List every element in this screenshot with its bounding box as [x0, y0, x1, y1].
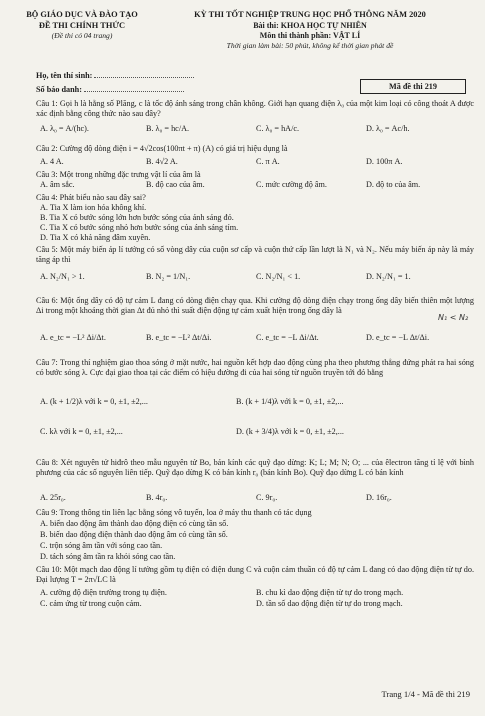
- option-2a[interactable]: A. 4 A.: [40, 157, 64, 166]
- option-7b[interactable]: B. (k + 1/4)λ với k = 0, ±1, ±2,...: [236, 397, 344, 406]
- option-5d[interactable]: D. N₂/N₁ = 1.: [366, 272, 411, 281]
- option-3c[interactable]: C. mức cường độ âm.: [256, 180, 327, 189]
- option-1d[interactable]: D. λ₀ = Ac/h.: [366, 124, 410, 133]
- id-label: Số báo danh:: [36, 85, 82, 95]
- option-3b[interactable]: B. độ cao của âm.: [146, 180, 205, 189]
- official-label: ĐỀ THI CHÍNH THỨC: [38, 20, 126, 30]
- option-5a[interactable]: A. N₂/N₁ > 1.: [40, 272, 85, 281]
- option-2b[interactable]: B. 4√2 A.: [146, 157, 178, 166]
- candidate-info: [36, 70, 196, 99]
- option-7a[interactable]: A. (k + 1/2)λ với k = 0, ±1, ±2,...: [40, 397, 148, 406]
- option-10c[interactable]: C. cảm ứng từ trong cuộn cảm.: [40, 599, 142, 608]
- question-4: Câu 4: Phát biểu nào sau đây sai?: [36, 193, 146, 202]
- id-field[interactable]: [84, 84, 184, 92]
- option-9b[interactable]: B. biến dao động điện thành dao động âm có cùng tần số.: [40, 530, 228, 539]
- question-2: Câu 2: Cường độ dòng điện i = 4√2cos(100πt + π) (A) có giá trị hiệu dụng là: [36, 144, 288, 153]
- option-6a[interactable]: A. e_tc = −L² Δi/Δt.: [40, 333, 106, 342]
- pages-note: (Đề thi có 04 trang): [51, 31, 113, 40]
- option-1c[interactable]: C. λ₀ = hA/c.: [256, 124, 300, 133]
- header-right: [150, 10, 470, 50]
- option-3a[interactable]: A. âm sắc.: [40, 180, 75, 189]
- exam-subject: Môn thi thành phần: VẬT LÍ: [259, 30, 361, 40]
- option-4a[interactable]: A. Tia X làm ion hóa không khí.: [40, 203, 147, 212]
- exam-code-box: Mã đề thi 219: [360, 79, 466, 94]
- option-9d[interactable]: D. tách sóng âm tần ra khỏi sóng cao tần.: [40, 552, 176, 561]
- ministry-name: BỘ GIÁO DỤC VÀ ĐÀO TẠO: [26, 10, 138, 19]
- question-3: Câu 3: Một trong những đặc trưng vật lí của âm là: [36, 170, 201, 179]
- option-8b[interactable]: B. 4r₀.: [146, 493, 168, 502]
- option-6d[interactable]: D. e_tc = −L Δt/Δi.: [366, 333, 430, 342]
- option-9c[interactable]: C. trộn sóng âm tần với sóng cao tần.: [40, 541, 163, 550]
- option-8d[interactable]: D. 16r₀.: [366, 493, 392, 502]
- header-left: [22, 10, 142, 40]
- option-5b[interactable]: B. N₂ = 1/N₁.: [146, 272, 191, 281]
- question-10: Câu 10: Một mạch dao động lí tưởng gồm tụ điện có điện dung C và cuộn cảm thuần có độ tự cảm L đang có dao động điện từ tự do. Đại lượng T = 2π√LC là: [36, 565, 474, 585]
- option-8c[interactable]: C. 9r₀.: [256, 493, 278, 502]
- option-10a[interactable]: A. cường độ điện trường trong tụ điện.: [40, 588, 167, 597]
- exam-title: KỲ THI TỐT NGHIỆP TRUNG HỌC PHỔ THÔNG NĂM 2020: [194, 10, 426, 19]
- option-3d[interactable]: D. độ to của âm.: [366, 180, 421, 189]
- option-8a[interactable]: A. 25r₀.: [40, 493, 66, 502]
- question-9: Câu 9: Trong thông tin liên lạc bằng sóng vô tuyến, loa ở máy thu thanh có tác dụng: [36, 508, 312, 517]
- option-4b[interactable]: B. Tia X có bước sóng lớn hơn bước sóng của ánh sáng đỏ.: [40, 213, 234, 222]
- option-4d[interactable]: D. Tia X có khả năng đâm xuyên.: [40, 233, 151, 242]
- option-6b[interactable]: B. e_tc = −L² Δt/Δi.: [146, 333, 212, 342]
- option-2d[interactable]: D. 100π A.: [366, 157, 403, 166]
- exam-section: Bài thi: KHOA HỌC TỰ NHIÊN: [253, 20, 367, 30]
- option-1b[interactable]: B. λ₀ = hc/A.: [146, 124, 190, 133]
- option-2c[interactable]: C. π A.: [256, 157, 280, 166]
- option-7c[interactable]: C. kλ với k = 0, ±1, ±2,...: [40, 427, 123, 436]
- question-6: Câu 6: Một ống dây có độ tự cảm L đang có dòng điện chạy qua. Khi cường độ dòng điện chạy trong ống dây biến thiên một lượng Δi trong một khoảng thời gian Δt đủ nhỏ thì suất điện động tự cảm xuất hiện trong ống dây là: [36, 296, 474, 316]
- option-10b[interactable]: B. chu kì dao động điện từ tự do trong mạch.: [256, 588, 404, 597]
- time-note: Thời gian làm bài: 50 phút, không kể thời gian phát đề: [226, 40, 394, 50]
- question-5: Câu 5: Một máy biến áp lí tưởng có số vòng dây của cuộn sơ cấp và cuộn thứ cấp lần lượt là N₁ và N₂. Nếu máy biến áp này là máy tăng áp thì: [36, 245, 474, 265]
- option-9a[interactable]: A. biến dao động âm thành dao động điện có cùng tần số.: [40, 519, 229, 528]
- page-footer: Trang 1/4 - Mã đề thi 219: [381, 689, 470, 699]
- option-5c[interactable]: C. N₂/N₁ < 1.: [256, 272, 301, 281]
- question-8: Câu 8: Xét nguyên tử hiđrô theo mẫu nguyên tử Bo, bán kính các quỹ đạo dừng: K; L; M; N; O; ... của êlectron tăng tỉ lệ với bình phương của các số nguyên liên tiếp. Quỹ đạo dừng K có bán kính r₀ (bán kính Bo). Quỹ đạo dừng L có bán kính: [36, 458, 474, 478]
- question-1: Câu 1: Gọi h là hằng số Plăng, c là tốc độ ánh sáng trong chân không. Giới hạn quang điện λ₀ của một kim loại có công thoát A được xác định bằng công thức nào sau đây?: [36, 99, 474, 119]
- option-4c[interactable]: C. Tia X có bước sóng nhỏ hơn bước sóng của ánh sáng tím.: [40, 223, 239, 232]
- option-7d[interactable]: D. (k + 3/4)λ với k = 0, ±1, ±2,...: [236, 427, 344, 436]
- question-7: Câu 7: Trong thí nghiệm giao thoa sóng ở mặt nước, hai nguồn kết hợp dao động cùng pha theo phương thẳng đứng phát ra hai sóng có bước sóng λ. Cực đại giao thoa tại các điểm có hiệu đường đi của hai sóng từ nguồn truyền tới đó bằng: [36, 358, 474, 378]
- option-1a[interactable]: A. λ₀ = A/(hc).: [40, 124, 89, 133]
- name-label: Họ, tên thí sinh:: [36, 71, 93, 80]
- handwritten-note: N₁ < N₂: [438, 313, 469, 322]
- option-6c[interactable]: C. e_tc = −L Δi/Δt.: [256, 333, 319, 342]
- name-field[interactable]: [94, 70, 194, 78]
- option-10d[interactable]: D. tần số dao động điện từ tự do trong mạch.: [256, 599, 403, 608]
